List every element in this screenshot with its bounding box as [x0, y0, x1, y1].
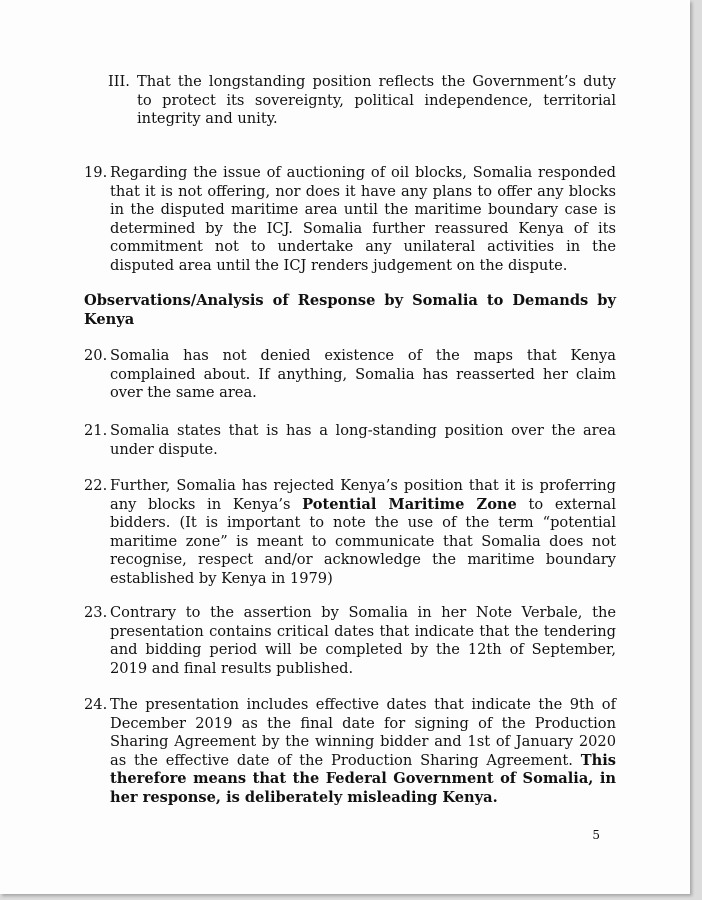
item-text: [84, 696, 616, 808]
item-text: [84, 477, 616, 589]
item-text: Regarding the issue of auctioning of oil blocks, Somalia responded that it is not offering, nor does it have any plans to offer any blocks in the disputed maritime area until the maritime boundary case is determined by the ICJ. Somalia further reassured Kenya of its commitment not to undertake any unilateral activities in the disputed area until the ICJ renders judgement on the dispute.: [110, 164, 616, 274]
list-item-20: [84, 347, 616, 403]
list-item-24: [84, 696, 616, 808]
item-number: 20.: [84, 347, 108, 364]
list-item-19: [84, 164, 616, 276]
item-number: III.: [108, 73, 130, 90]
item-text: Contrary to the assertion by Somalia in her Note Verbale, the presentation contains critical dates that indicate that the tendering and bidding period will be completed by the 12th of September, 2019 and final results published.: [110, 604, 616, 677]
list-item-iii: [108, 73, 616, 129]
list-item-23: [84, 604, 616, 678]
item-number: 21.: [84, 422, 108, 439]
item-number: 23.: [84, 604, 108, 621]
item-number: 22.: [84, 477, 108, 494]
list-item-22: [84, 477, 616, 589]
section-heading: Observations/Analysis of Response by Somalia to Demands by Kenya: [84, 292, 616, 328]
item-number: 19.: [84, 164, 108, 181]
item-text-part: The presentation includes effective dates that indicate the 9th of December 2019 as the final date for signing of the Production Sharing Agreement by the winning bidder and 1st of January 2020 as the effective date of the Production Sharing Agreement.: [110, 696, 616, 769]
bold-term: Potential Maritime Zone: [302, 495, 517, 513]
item-number: 24.: [84, 696, 108, 713]
item-text-part: Further, Somalia has rejected Kenya’s position that it is proferring any blocks in Kenya’s: [110, 477, 616, 513]
item-text-part: to external bidders. (It is important to note the use of the term “potential maritime zone” is meant to communicate that Somalia does not recognise, respect and/or acknowledge the maritime boundary established by Kenya in 1979): [110, 495, 616, 587]
item-text: Somalia has not denied existence of the maps that Kenya complained about. If anything, Somalia has reasserted her claim over the same area.: [110, 347, 616, 402]
item-text: That the longstanding position reflects the Government’s duty to protect its sovereignty, political independence, territorial integrity and unity.: [137, 73, 616, 128]
page-number: 5: [592, 828, 600, 842]
item-text: Somalia states that is has a long-standing position over the area under dispute.: [110, 422, 616, 458]
bold-conclusion: This therefore means that the Federal Government of Somalia, in her response, is deliberately misleading Kenya.: [110, 751, 616, 806]
list-item-21: [84, 422, 616, 459]
